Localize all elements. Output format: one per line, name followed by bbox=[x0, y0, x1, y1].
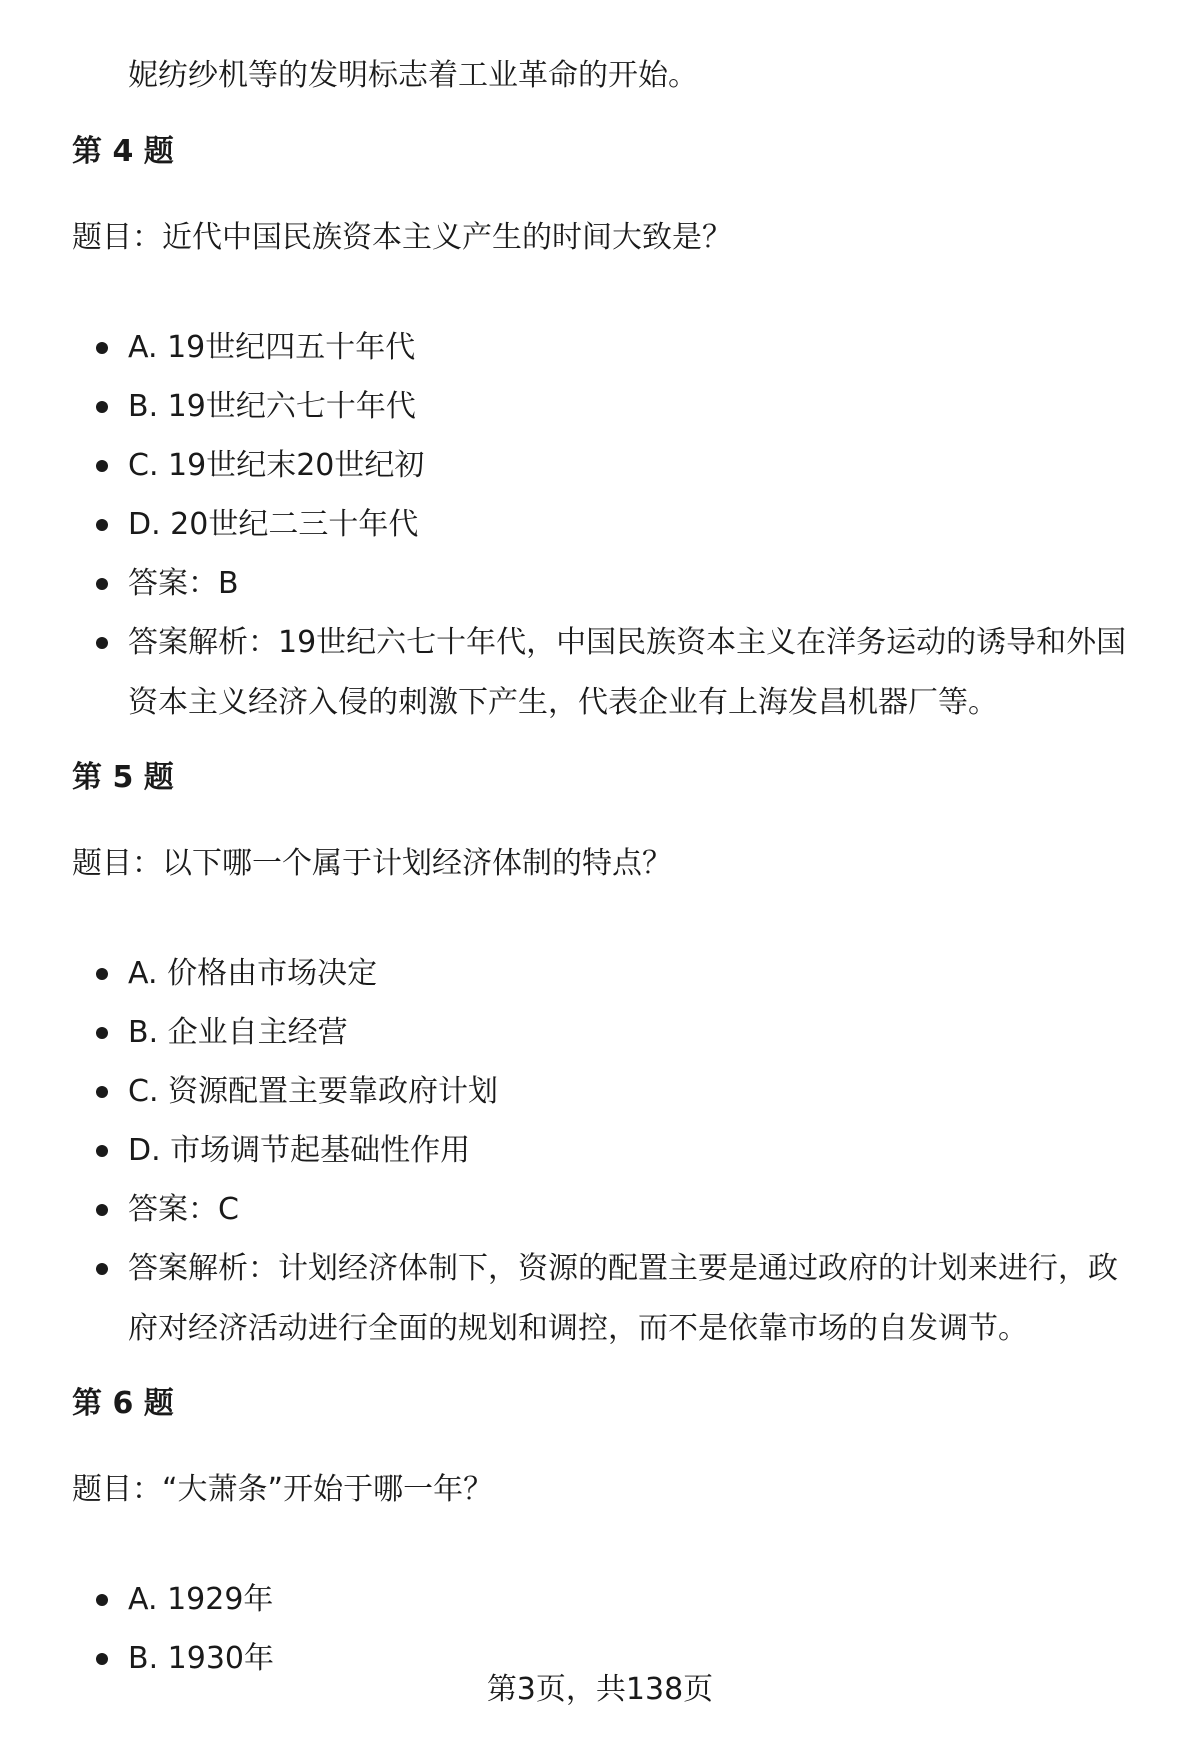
question-heading: 第 4 题 bbox=[72, 134, 174, 169]
answer-item bbox=[0, 554, 1200, 613]
option-item bbox=[0, 1121, 1200, 1180]
question-heading: 第 6 题 bbox=[72, 1386, 174, 1421]
option-item bbox=[0, 495, 1200, 554]
option-label: C. 19世纪末20世纪初 bbox=[128, 448, 425, 483]
continuation-text: 妮纺纱机等的发明标志着工业革命的开始。 bbox=[128, 58, 698, 93]
option-list bbox=[0, 944, 1200, 1359]
option-item bbox=[0, 944, 1200, 1003]
bullet-icon bbox=[96, 578, 108, 590]
explanation-item bbox=[0, 613, 1200, 733]
bullet-icon bbox=[96, 637, 108, 649]
explanation-text: 答案解析：计划经济体制下，资源的配置主要是通过政府的计划来进行，政府对经济活动进行全面的规划和调控，而不是依靠市场的自发调节。 bbox=[128, 1251, 1118, 1346]
option-label: A. 价格由市场决定 bbox=[128, 956, 378, 991]
option-label: C. 资源配置主要靠政府计划 bbox=[128, 1074, 499, 1109]
bullet-icon bbox=[96, 968, 108, 980]
bullet-icon bbox=[96, 401, 108, 413]
option-item bbox=[0, 1003, 1200, 1062]
option-label: A. 19世纪四五十年代 bbox=[128, 330, 416, 365]
option-label: A. 1929年 bbox=[128, 1582, 274, 1617]
explanation-item bbox=[0, 1239, 1200, 1359]
bullet-icon bbox=[96, 460, 108, 472]
option-label: D. 市场调节起基础性作用 bbox=[128, 1133, 471, 1168]
option-item bbox=[0, 436, 1200, 495]
bullet-icon bbox=[96, 1653, 108, 1665]
answer-label: 答案：C bbox=[128, 1192, 239, 1227]
option-item bbox=[0, 377, 1200, 436]
question-text: 题目：以下哪一个属于计划经济体制的特点？ bbox=[72, 846, 672, 881]
bullet-icon bbox=[96, 1086, 108, 1098]
question-text: 题目：近代中国民族资本主义产生的时间大致是？ bbox=[72, 220, 732, 255]
option-label: B. 19世纪六七十年代 bbox=[128, 389, 416, 424]
bullet-icon bbox=[96, 1204, 108, 1216]
bullet-icon bbox=[96, 1594, 108, 1606]
option-item bbox=[0, 1062, 1200, 1121]
question-heading: 第 5 题 bbox=[72, 760, 174, 795]
option-item bbox=[0, 318, 1200, 377]
answer-item bbox=[0, 1180, 1200, 1239]
option-label: D. 20世纪二三十年代 bbox=[128, 507, 419, 542]
question-text: 题目：“大萧条”开始于哪一年？ bbox=[72, 1472, 494, 1507]
bullet-icon bbox=[96, 1145, 108, 1157]
explanation-text: 答案解析：19世纪六七十年代，中国民族资本主义在洋务运动的诱导和外国资本主义经济入侵的刺激下产生，代表企业有上海发昌机器厂等。 bbox=[128, 625, 1127, 720]
bullet-icon bbox=[96, 519, 108, 531]
bullet-icon bbox=[96, 342, 108, 354]
option-list bbox=[0, 318, 1200, 733]
option-item bbox=[0, 1570, 1200, 1629]
page-number-footer: 第3页，共138页 bbox=[486, 1672, 714, 1707]
option-label: B. 1930年 bbox=[128, 1641, 275, 1676]
option-label: B. 企业自主经营 bbox=[128, 1015, 348, 1050]
bullet-icon bbox=[96, 1263, 108, 1275]
bullet-icon bbox=[96, 1027, 108, 1039]
answer-label: 答案：B bbox=[128, 566, 239, 601]
